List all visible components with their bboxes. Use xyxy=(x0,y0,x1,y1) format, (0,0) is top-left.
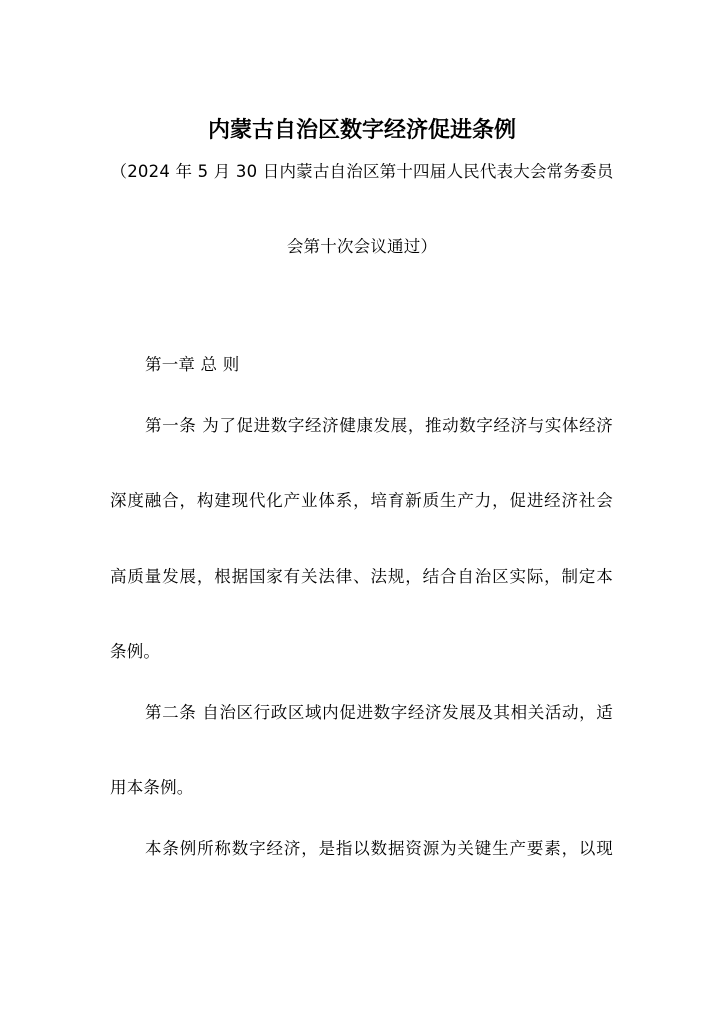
article-1-line-4: 条例。 xyxy=(110,642,161,661)
article-1-line-2: 深度融合，构建现代化产业体系，培育新质生产力，促进经济社会 xyxy=(110,491,613,510)
article-2-line-1: 第二条 自治区行政区域内促进数字经济发展及其相关活动，适 xyxy=(145,703,613,722)
article-2-line-2: 用本条例。 xyxy=(110,778,194,797)
article-1-line-3: 高质量发展，根据国家有关法律、法规，结合自治区实际，制定本 xyxy=(110,567,613,586)
document-title: 内蒙古自治区数字经济促进条例 xyxy=(207,118,516,143)
subtitle-line-1: （2024 年 5 月 30 日内蒙古自治区第十四届人民代表大会常务委员 xyxy=(110,162,614,181)
subtitle-line-2: 会第十次会议通过） xyxy=(286,237,438,256)
paragraph-3-line-1: 本条例所称数字经济，是指以数据资源为关键生产要素，以现 xyxy=(145,839,613,858)
article-1-line-1: 第一条 为了促进数字经济健康发展，推动数字经济与实体经济 xyxy=(145,416,613,435)
chapter-heading: 第一章 总 则 xyxy=(145,355,240,374)
